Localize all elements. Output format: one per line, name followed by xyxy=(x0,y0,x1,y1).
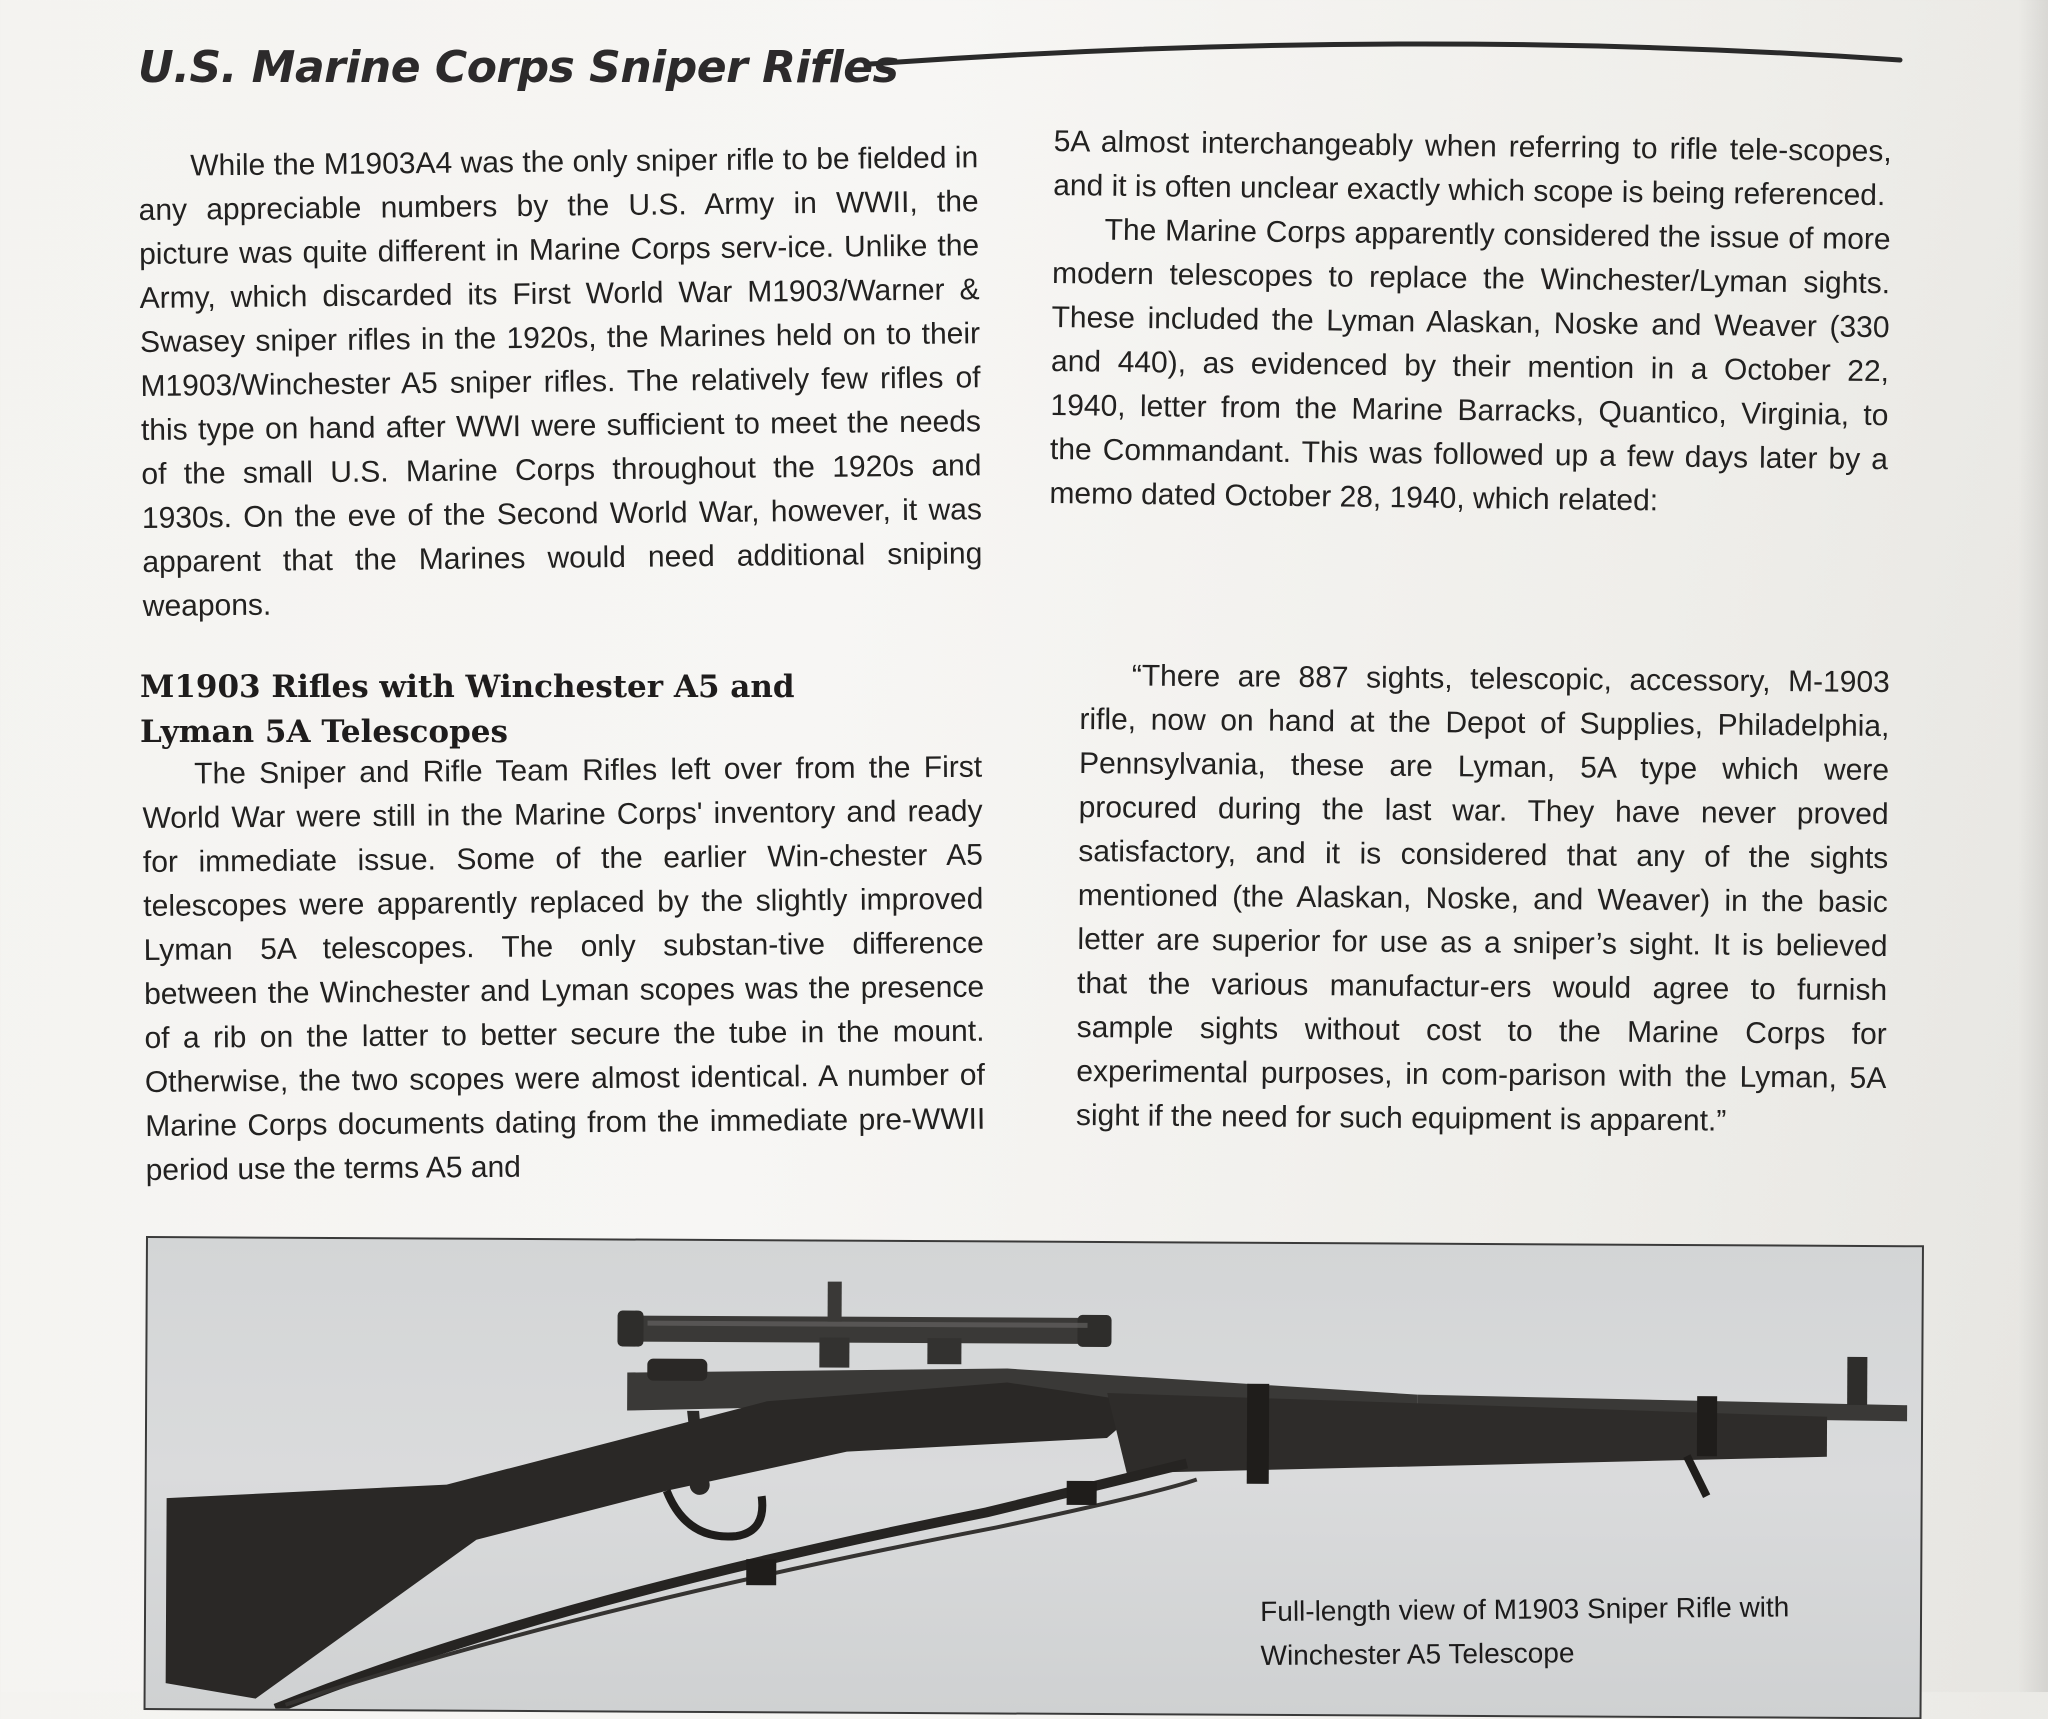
scope-issue-paragraph: The Marine Corps apparently considered the issue of more modern telescopes to replace the Winchester/Lyman sights. These included the Lyman Alaskan, Noske and Weaver (330 and 440), as evidenced by their mention in a October 22, 1940, letter from the Marine Barracks, Quantico, Virginia, to the Commandant. This was followed up a few days later by a memo dated October 28, 1940, which related: xyxy=(1049,213,1891,518)
title-rule xyxy=(0,0,2048,120)
section-heading: M1903 Rifles with Winchester A5 and Lyman 5A Telescopes xyxy=(140,669,795,750)
left-column-intro xyxy=(138,136,983,629)
memo-quote xyxy=(1076,654,1890,1145)
right-column-body xyxy=(1049,120,1892,526)
memo-quote-text: “There are 887 sights, telescopic, accessory, M-1903 rifle, now on hand at the Depot of Supplies, Philadelphia, Pennsylvania, these are Lyman, 5A type which were procured during the last war. They have never proved satisfactory, and it is considered that any of the sights mentioned (the Alaskan, Noske, and Weaver) in the basic letter are superior for use as a sniper’s sight. It is believed that the various manufactur-ers would agree to furnish sample sights without cost to the Marine Corps for experimental purposes, in com-parison with the Lyman, 5A sight if the need for such equipment is apparent.” xyxy=(1075,659,1890,1138)
intro-paragraph: While the M1903A4 was the only sniper rifle to be fielded in any appreciable numbers by the U.S. Army in WWII, the picture was quite different in Marine Corps serv-ice. Unlike the Army, which discarded its First World War M1903/Warner & Swasey sniper rifles in the 1920s, the Marines held on to their M1903/Winchester A5 sniper rifles. The relatively few rifles of this type on hand after WWI were sufficient to meet the needs of the small U.S. Marine Corps throughout the 1920s and 1930s. On the eve of the Second World War, however, it was apparent that the Marines would need additional sniping weapons. xyxy=(138,141,983,623)
telescope xyxy=(617,1280,1111,1369)
figure-caption: Full-length view of M1903 Sniper Rifle with Winchester A5 Telescope xyxy=(1260,1591,1790,1671)
page-title: U.S. Marine Corps Sniper Rifles xyxy=(138,42,899,93)
continuation-paragraph: 5A almost interchangeably when referring to rifle tele-scopes, and it is often unclear exactly which scope is being referenced. xyxy=(1052,124,1892,213)
section-paragraph: The Sniper and Rifle Team Rifles left over from the First World War were still in the Marine Corps' inventory and ready for immediate issue. Some of the earlier Win-chester A5 telescopes were apparently replaced by the slightly improved Lyman 5A telescopes. The only substan-tive difference between the Winchester and Lyman scopes was the presence of a rib on the latter to better secure the tube in the mount. Otherwise, the two scopes were almost identical. A number of Marine Corps documents dating from the immediate pre-WWII period use the terms A5 and xyxy=(142,750,986,1187)
page-edge-shadow xyxy=(2018,0,2048,1692)
left-column-section xyxy=(142,746,986,1193)
